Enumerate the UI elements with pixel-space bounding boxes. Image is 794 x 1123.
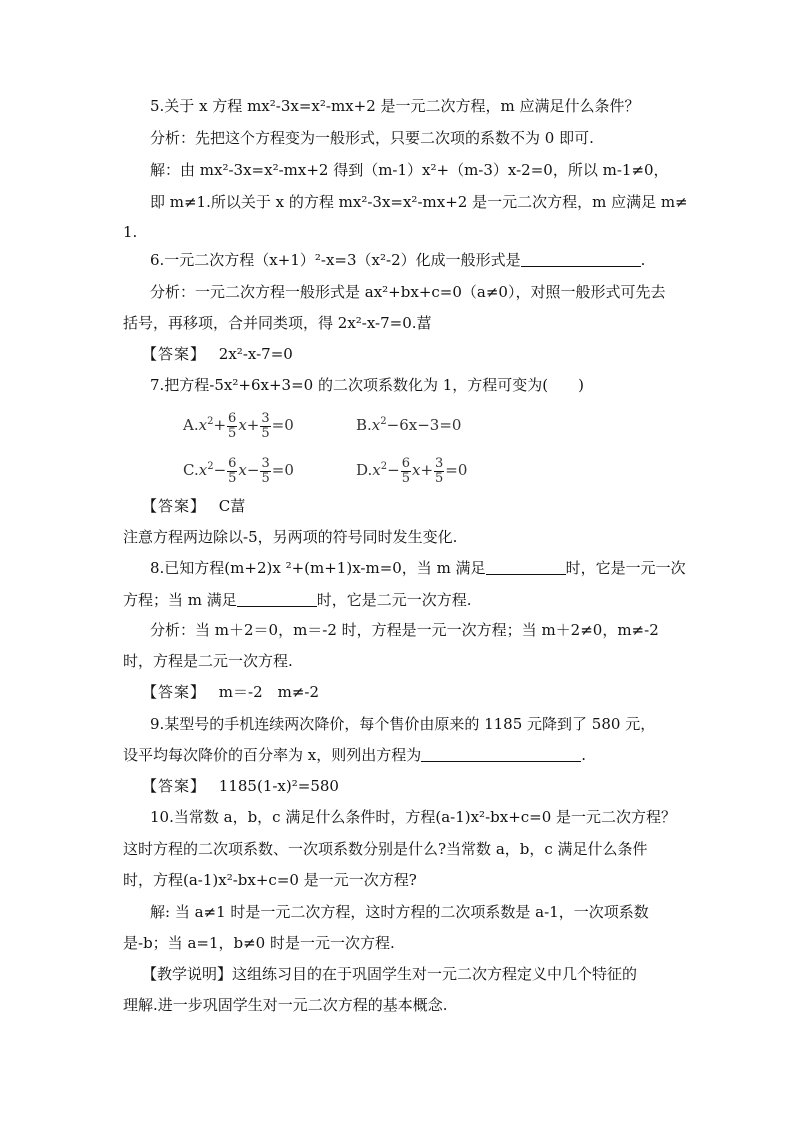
q8-answer [142, 682, 319, 702]
q10-question-line-3: 时，方程(a-1)x²-bx+c=0 是一元一次方程? [123, 871, 417, 889]
q6-question-text: 6.一元二次方程（x+1）²-x=3（x²-2）化成一般形式是 [150, 251, 521, 269]
fraction: $\frac{3}{5}$ [261, 410, 270, 441]
q6-analysis-line-1: 分析：一元二次方程一般形式是 ax²+bx+c=0（a≠0），对照一般形式可先去 [150, 283, 666, 301]
q7-option-c[interactable]: $C.x^2-$ $\frac{6}{5}$ x− $\frac{3}{5}$ =0 [183, 455, 294, 486]
teaching-note-line-1: 【教学说明】这组练习目的在于巩固学生对一元二次方程定义中几个特征的 [142, 965, 638, 983]
q7-option-d[interactable]: $D.x^2-$ $\frac{6}{5}$ x+ $\frac{3}{5}$ =0 [356, 455, 468, 486]
q6-answer [142, 344, 293, 364]
q6-answer-blank[interactable] [521, 250, 641, 267]
fraction: $\frac{6}{5}$ [228, 410, 237, 441]
q8-blank-2[interactable] [237, 590, 317, 607]
fraction: $\frac{6}{5}$ [228, 455, 237, 486]
q10-question-line-1: 10.当常数 a，b，c 满足什么条件时，方程(a-1)x²-bx+c=0 是一元二次方程？ [150, 808, 677, 826]
q7-question: 7.把方程-5x²+6x+3=0 的二次项系数化为 1，方程可变为( ) [150, 376, 584, 394]
q8-analysis-line-2: 时，方程是二元一次方程. [123, 652, 293, 670]
answer-value: C葍 [218, 497, 246, 515]
answer-value: m＝-2 m≠-2 [218, 683, 320, 701]
q10-solution-line-2: 是-b；当 a=1，b≠0 时是一元一次方程. [123, 934, 395, 952]
q8-question-line-1: 8.已知方程(m+2)x ²+(m+1)x-m=0，当 m 满足 时，它是一元一次 [150, 559, 686, 577]
q10-question-line-2: 这时方程的二次项系数、一次项系数分别是什么?当常数 a，b，c 满足什么条件 [123, 840, 648, 858]
teaching-note-line-2: 理解.进一步巩固学生对一元二次方程的基本概念. [123, 996, 448, 1014]
q5-analysis: 分析：先把这个方程变为一般形式，只要二次项的系数不为 0 即可. [150, 129, 594, 147]
q6-question [150, 250, 645, 270]
q7-note: 注意方程两边除以-5，另两项的符号同时发生变化. [123, 528, 458, 546]
answer-label: 【答案】 [142, 497, 207, 515]
answer-label: 【答案】 [142, 683, 207, 701]
q7-answer [142, 496, 245, 516]
q9-answer-blank[interactable] [421, 745, 581, 762]
q8-question-line-2: 方程；当 m 满足 时，它是二元一次方程. [123, 591, 472, 609]
q7-option-a[interactable]: $A.x^2+$ $\frac{6}{5}$ x+ $\frac{3}{5}$ =0 [183, 410, 294, 441]
q5-solution-line-1: 解：由 mx²-3x=x²-mx+2 得到（m-1）x²+（m-3）x-2=0，所以 m-1≠0， [150, 161, 669, 179]
q9-question-line-1: 9.某型号的手机连续两次降价，每个售价由原来的 1185 元降到了 580 元， [150, 715, 656, 733]
q6-analysis-line-2: 括号，再移项，合并同类项，得 2x²-x-7=0.葍 [123, 314, 432, 332]
q5-solution-line-3: 1. [123, 223, 138, 241]
answer-label: 【答案】 [142, 777, 207, 795]
q9-answer [142, 776, 339, 796]
answer-value: 1185(1-x)²=580 [218, 777, 339, 795]
fraction: $\frac{6}{5}$ [401, 455, 410, 486]
q5-question: 5.关于 x 方程 mx²-3x=x²-mx+2 是一元二次方程，m 应满足什么条件？ [150, 97, 640, 115]
q5-solution-line-2: 即 m≠1.所以关于 x 的方程 mx²-3x=x²-mx+2 是一元二次方程，m 应满足 m≠ [150, 193, 688, 211]
q8-blank-1[interactable] [486, 558, 566, 575]
q7-option-b[interactable]: $B.x^2-6x-3=0$ [356, 416, 462, 434]
fraction: $\frac{3}{5}$ [435, 455, 444, 486]
q9-question-line-2: 设平均每次降价的百分率为 x，则列出方程为 . [123, 746, 587, 764]
answer-label: 【答案】 [142, 345, 207, 363]
q10-solution-line-1: 解: 当 a≠1 时是一元二次方程，这时方程的二次项系数是 a-1，一次项系数 [150, 903, 649, 921]
q8-analysis-line-1: 分析：当 m＋2＝0，m＝-2 时，方程是一元一次方程；当 m＋2≠0，m≠-2 [150, 621, 659, 639]
fraction: $\frac{3}{5}$ [261, 455, 270, 486]
q6-question-end: . [640, 251, 646, 269]
answer-value: 2x²-x-7=0 [218, 345, 293, 363]
